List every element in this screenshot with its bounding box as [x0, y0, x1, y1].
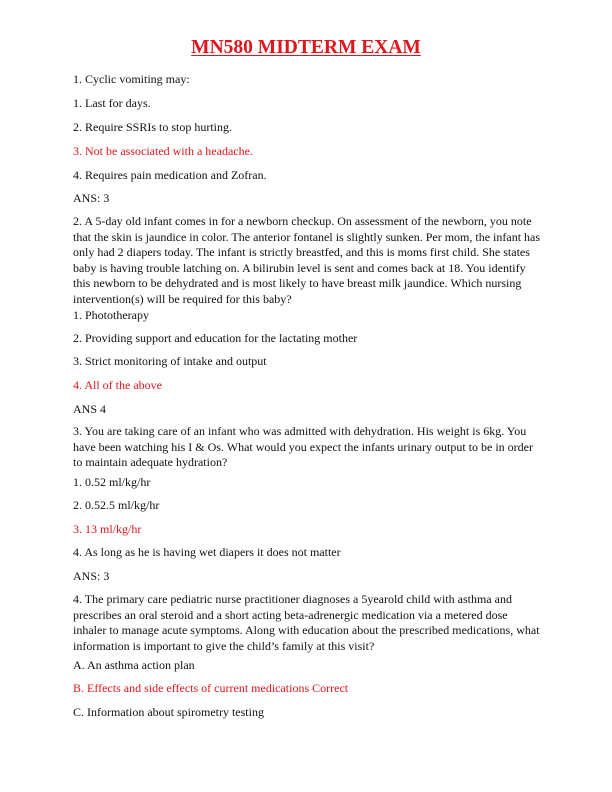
question-4-line: 4. The primary care pediatric nurse practitioner diagnoses a 5yearold child with asthma and	[73, 592, 512, 606]
q1-option-1: 1. Last for days.	[73, 96, 151, 110]
q2-option-4-correct: 4. All of the above	[73, 378, 162, 392]
question-2-line: that the skin is jaundice in color. The anterior fontanel is slightly sunken. Per mom, the infant has	[73, 229, 541, 244]
q1-option-4: 4. Requires pain medication and Zofran.	[73, 168, 267, 182]
q3-option-1: 1. 0.52 ml/kg/hr	[73, 475, 151, 489]
q1-option-2: 2. Require SSRIs to stop hurting.	[73, 120, 233, 134]
question-4-line: information is important to give the child’s family at this visit?	[73, 638, 375, 653]
q1-option-3-correct: 3. Not be associated with a headache.	[73, 144, 253, 158]
q4-option-c: C. Information about spirometry testing	[73, 705, 264, 719]
question-2-line: this newborn to be dehydrated and is most likely to have breast milk jaundice. Which nursing	[73, 276, 522, 290]
question-3-line: 3. You are taking care of an infant who was admitted with dehydration. His weight is 6kg. You	[73, 424, 527, 438]
q3-option-3-correct: 3. 13 ml/kg/hr	[73, 522, 142, 536]
question-4	[73, 592, 551, 654]
q3-answer: ANS: 3	[73, 569, 110, 583]
question-2-line: 2. A 5-day old infant comes in for a newborn checkup. On assessment of the newborn, you note	[73, 214, 532, 228]
question-2-line: intervention(s) will be required for this baby?	[73, 291, 292, 306]
question-3-line: have been watching his I & Os. What would you expect the infants urinary output to be in order	[73, 439, 533, 454]
q4-option-b-correct: B. Effects and side effects of current medications Correct	[73, 681, 349, 695]
question-3	[73, 424, 551, 471]
question-2-line: only had 2 diapers today. The infant is strictly breastfed, and this is moms first child. She states	[73, 245, 530, 259]
page-title: MN580 MIDTERM EXAM	[191, 37, 421, 58]
question-2	[73, 214, 551, 307]
q3-option-4: 4. As long as he is having wet diapers it does not matter	[73, 545, 341, 559]
q1-answer: ANS: 3	[73, 191, 110, 205]
question-2-line: baby is having trouble latching on. A bilirubin level is sent and comes back at 18. You identify	[73, 260, 526, 275]
q2-option-3: 3. Strict monitoring of intake and output	[73, 354, 267, 368]
question-4-line: prescribes an oral steroid and a short acting beta-adrenergic medication via a metered dose	[73, 607, 508, 622]
q2-option-2: 2. Providing support and education for the lactating mother	[73, 331, 358, 345]
q3-option-2: 2. 0.52.5 ml/kg/hr	[73, 498, 160, 512]
question-1: 1. Cyclic vomiting may:	[73, 72, 190, 86]
question-4-line: inhaler to manage acute symptoms. Along with education about the prescribed medications, what	[73, 623, 540, 637]
q2-answer: ANS 4	[73, 402, 107, 416]
q2-option-1: 1. Phototherapy	[73, 308, 149, 322]
q4-option-a: A. An asthma action plan	[73, 658, 195, 672]
question-3-line: to maintain adequate hydration?	[73, 455, 228, 469]
